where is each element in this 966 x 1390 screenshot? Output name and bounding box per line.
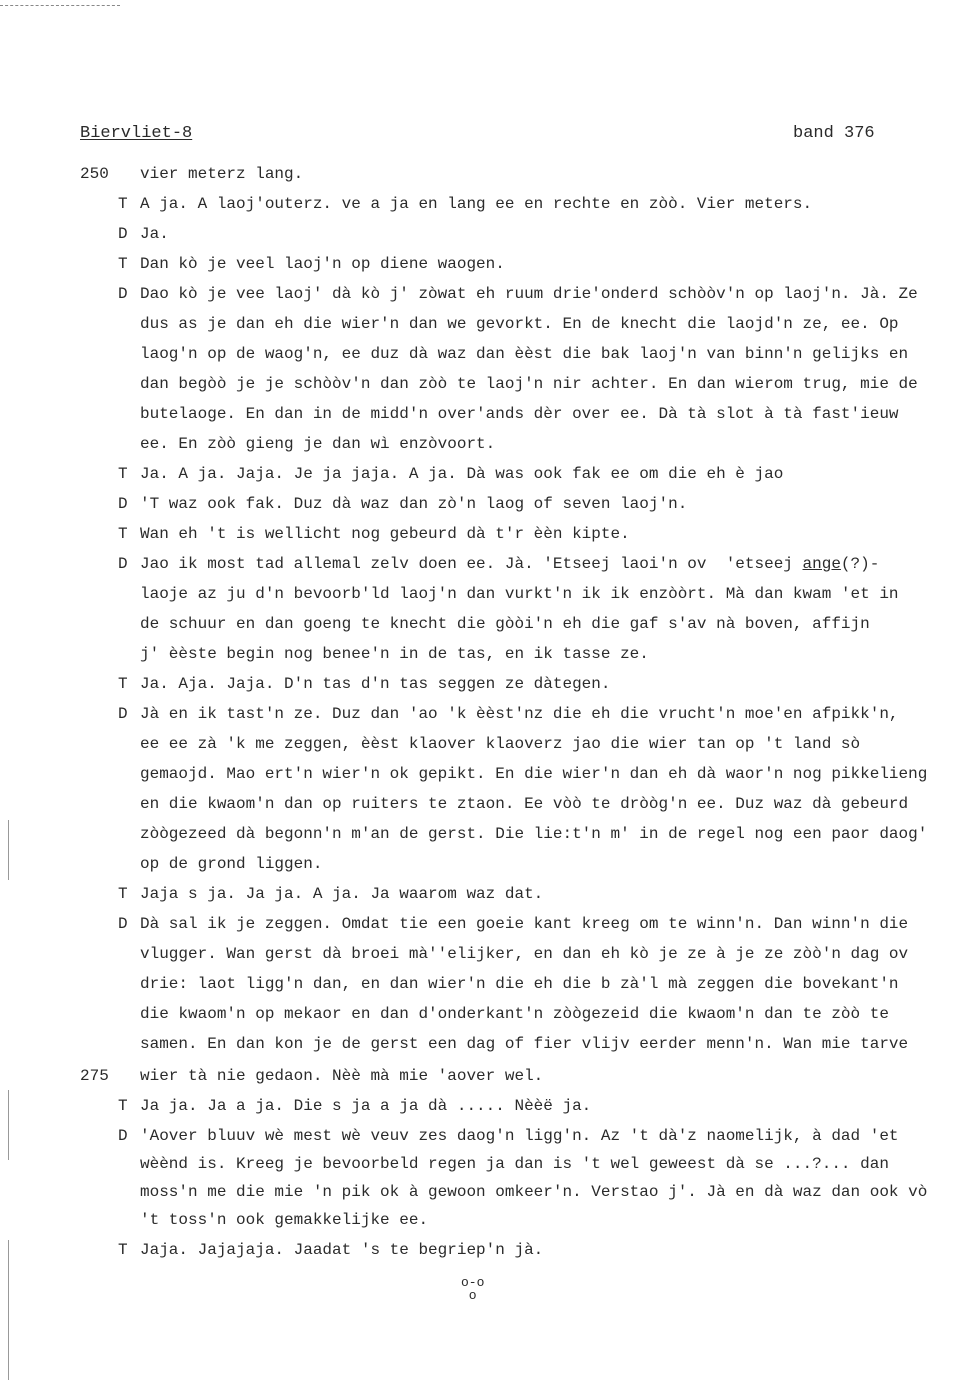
line-number-250: 250 bbox=[80, 165, 109, 183]
underlined-word: ange bbox=[802, 555, 841, 573]
line-number-275: 275 bbox=[80, 1067, 109, 1085]
transcript-line: die kwaom'n op mekaor en dan d'onderkant'n zòògezeid die kwaom'n dan te zòò te bbox=[140, 1005, 889, 1023]
transcript-line: 't toss'n ook gemakkelijke ee. bbox=[140, 1211, 429, 1229]
band-number: band 376 bbox=[793, 124, 875, 143]
speaker-label: D bbox=[118, 285, 128, 303]
transcript-line: butelaoge. En dan in de midd'n over'ands dèr over ee. Dà tà slot à tà fast'ieuw bbox=[140, 405, 899, 423]
transcript-line: Dà sal ik je zeggen. Omdat tie een goeie kant kreeg om te winn'n. Dan winn'n die bbox=[140, 915, 909, 933]
transcript-line: vlugger. Wan gerst dà broei mà''elijker, en dan eh kò je ze à je ze zòò'n dag ov bbox=[140, 945, 909, 963]
transcript-line-text: Jao ik most tad allemal zelv doen ee. Jà. 'Etseej laoi'n ov 'etseej bbox=[140, 555, 803, 573]
speaker-label: T bbox=[118, 255, 128, 273]
transcript-line: vier meterz lang. bbox=[140, 165, 304, 183]
speaker-label: D bbox=[118, 705, 128, 723]
transcript-line: laog'n op de waog'n, ee duz dà waz dan èèst die bak laoj'n van binn'n gelijks en bbox=[140, 345, 909, 363]
transcript-line: dan begòò je je schòòv'n dan zòò te laoj'n nir achter. En dan wierom trug, mie de bbox=[140, 375, 918, 393]
speaker-label: D bbox=[118, 225, 128, 243]
scan-mark bbox=[8, 820, 9, 880]
scan-mark bbox=[8, 1090, 9, 1160]
scan-mark bbox=[8, 1240, 9, 1380]
transcript-line: moss'n me die mie 'n pik ok à gewoon omkeer'n. Verstao j'. Jà en dà waz dan ook vò bbox=[140, 1183, 928, 1201]
speaker-label: T bbox=[118, 195, 128, 213]
end-mark-bottom: o bbox=[468, 1288, 477, 1303]
transcript-line: Ja. bbox=[140, 225, 169, 243]
transcript-line: Wan eh 't is wellicht nog gebeurd dà t'r èèn kipte. bbox=[140, 525, 630, 543]
transcript-line: Jaja s ja. Ja ja. A ja. Ja waarom waz dat. bbox=[140, 885, 544, 903]
transcript-line: 'Aover bluuv wè mest wè veuv zes daog'n ligg'n. Az 't dà'z naomelijk, à dad 'et bbox=[140, 1127, 899, 1145]
transcript-line: Jaja. Jajajaja. Jaadat 's te begriep'n jà. bbox=[140, 1241, 544, 1259]
uncertain-marker: (?)- bbox=[840, 555, 880, 573]
speaker-label: T bbox=[118, 1097, 128, 1115]
speaker-label: D bbox=[118, 495, 128, 513]
transcript-line: Dao kò je vee laoj' dà kò j' zòwat eh ruum drie'onderd schòòv'n op laoj'n. Jà. Ze bbox=[140, 285, 918, 303]
speaker-label: T bbox=[118, 465, 128, 483]
transcript-line: Jà en ik tast'n ze. Duz dan 'ao 'k èèst'nz die eh die vrucht'n moe'en afpikk'n, bbox=[140, 705, 899, 723]
transcript-line: drie: laot ligg'n dan, en dan wier'n die eh die b zà'l mà zeggen die bovekant'n bbox=[140, 975, 899, 993]
transcript-line: j' èèste begin nog benee'n in de tas, en ik tasse ze. bbox=[140, 645, 649, 663]
speaker-label: D bbox=[118, 1127, 128, 1145]
transcript-line: Dan kò je veel laoj'n op diene waogen. bbox=[140, 255, 505, 273]
transcript-line: zòògezeed dà begonn'n m'an de gerst. Die lie:t'n m' in de regel nog een paor daog' bbox=[140, 825, 928, 843]
transcript-line: ee. En zòò gieng je dan wì enzòvoort. bbox=[140, 435, 496, 453]
speaker-label: T bbox=[118, 1241, 128, 1259]
scan-edge-line bbox=[0, 5, 120, 6]
transcript-line: en die kwaom'n dan op ruiters te ztaon. Ee vòò te dròòg'n ee. Duz waz dà gebeurd bbox=[140, 795, 909, 813]
transcript-line: de schuur en dan goeng te knecht die gòòi'n eh die gaf s'av nà boven, affijn bbox=[140, 615, 870, 633]
speaker-label: T bbox=[118, 885, 128, 903]
transcript-line: ee ee zà 'k me zeggen, èèst klaover klaoverz jao die wier tan op 't land sò bbox=[140, 735, 861, 753]
transcript-line: Ja. A ja. Jaja. Je ja jaja. A ja. Dà was ook fak ee om die eh è jao bbox=[140, 465, 784, 483]
transcript-line: wèènd is. Kreeg je bevoorbeld regen ja dan is 't wel geweest dà se ...?... dan bbox=[140, 1155, 889, 1173]
transcript-line: 'T waz ook fak. Duz dà waz dan zò'n laog of seven laoj'n. bbox=[140, 495, 688, 513]
page-end-mark bbox=[461, 1276, 484, 1302]
transcript-line: Ja. Aja. Jaja. D'n tas d'n tas seggen ze dàtegen. bbox=[140, 675, 611, 693]
transcript-line: A ja. A laoj'outerz. ve a ja en lang ee en rechte en zòò. Vier meters. bbox=[140, 195, 813, 213]
transcript-line: samen. En dan kon je de gerst een dag of fier vlijv eerder menn'n. Wan mie tarve bbox=[140, 1035, 909, 1053]
end-mark-top: o-o bbox=[461, 1275, 485, 1290]
transcript-line: Ja ja. Ja a ja. Die s ja a ja dà ..... Nèèë ja. bbox=[140, 1097, 592, 1115]
transcript-line: wier tà nie gedaon. Nèè mà mie 'aover wel. bbox=[140, 1067, 544, 1085]
document-title: Biervliet-8 bbox=[80, 124, 193, 143]
speaker-label: T bbox=[118, 525, 128, 543]
transcript-line: dus as je dan eh die wier'n dan we gevorkt. En de knecht die laojd'n ze, ee. Op bbox=[140, 315, 899, 333]
speaker-label: D bbox=[118, 555, 128, 573]
transcript-line: gemaojd. Mao ert'n wier'n ok gepikt. En die wier'n dan eh dà waor'n nog pikkelieng bbox=[140, 765, 928, 783]
speaker-label: T bbox=[118, 675, 128, 693]
transcript-line: op de grond liggen. bbox=[140, 855, 323, 873]
transcript-line bbox=[140, 554, 879, 574]
speaker-label: D bbox=[118, 915, 128, 933]
transcript-line: laoje az ju d'n bevoorb'ld laoj'n dan vurkt'n ik ik enzòòrt. Mà dan kwam 'et in bbox=[140, 585, 899, 603]
